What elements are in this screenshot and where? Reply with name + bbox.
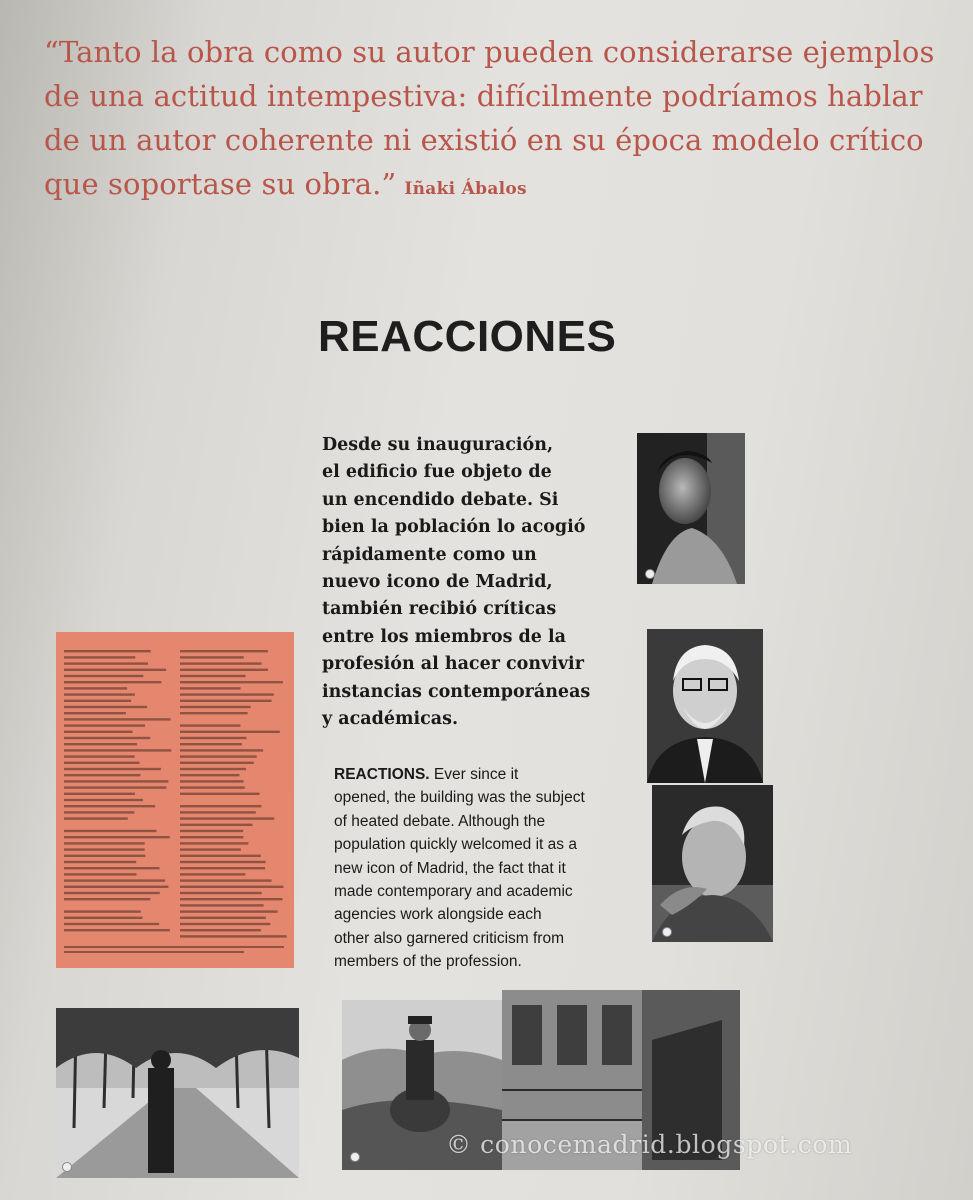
footnote-line <box>64 731 133 733</box>
footnote-line <box>180 755 257 757</box>
spanish-line: un encendido debate. Si <box>322 489 559 510</box>
footnote-line <box>64 669 166 671</box>
footnote-line <box>180 842 248 844</box>
quote-line: de un autor coherente ni existió en su época modelo crítico <box>44 123 924 157</box>
footnote-line <box>180 873 245 875</box>
footnote-line <box>64 743 137 745</box>
footnote-line <box>64 681 161 683</box>
footnote-line <box>180 898 282 900</box>
footnote-line <box>180 681 283 683</box>
footnote-line <box>64 700 131 702</box>
footnote-line <box>64 811 134 813</box>
footnote-line <box>64 917 143 919</box>
street-photo <box>56 1008 299 1178</box>
footnote-line <box>180 855 261 857</box>
footnote-line <box>180 935 287 937</box>
footnote-line <box>180 836 243 838</box>
footnote-line <box>64 662 148 664</box>
footnotes-texture <box>64 646 289 956</box>
photo-number-badge <box>62 1162 72 1172</box>
footnote-line <box>64 793 135 795</box>
footnote-line <box>64 693 135 695</box>
footnote-line <box>64 786 166 788</box>
footnote-line <box>64 879 165 881</box>
footnote-line <box>64 848 145 850</box>
footnote-line <box>64 892 160 894</box>
footnote-line <box>180 923 270 925</box>
footnote-line <box>64 712 126 714</box>
spanish-line: Desde su inauguración, <box>322 435 554 455</box>
footnote-line <box>180 650 268 652</box>
footnote-line <box>180 929 261 931</box>
footnote-line <box>180 731 280 733</box>
photo-number-badge <box>662 927 672 937</box>
quote-line-text: que soportase su obra.” <box>44 167 397 201</box>
english-line: population quickly welcomed it as a <box>334 836 577 854</box>
footnote-line <box>180 656 244 658</box>
footnote-line <box>64 898 150 900</box>
english-paragraph <box>334 763 634 974</box>
footnote-line <box>180 830 243 832</box>
footnote-line <box>180 743 242 745</box>
quote-line: “Tanto la obra como su autor pueden considerarse ejemplos <box>44 35 935 69</box>
spanish-line: entre los miembros de la <box>322 626 566 647</box>
footnote-line <box>180 762 254 764</box>
footnote-line <box>64 737 150 739</box>
footnote-line <box>180 811 256 813</box>
footnote-line <box>64 836 170 838</box>
spanish-line: profesión al hacer convivir <box>322 654 584 675</box>
english-line: of heated debate. Although the <box>334 812 546 830</box>
footnote-line <box>64 768 161 770</box>
footnote-line <box>64 749 171 751</box>
footnote-line <box>64 923 159 925</box>
footnote-line <box>64 861 136 863</box>
english-line: members of the profession. <box>334 953 522 971</box>
footnote-line <box>180 768 246 770</box>
footnote-line <box>64 946 284 948</box>
footnote-line <box>180 687 241 689</box>
footnote-line <box>64 805 155 807</box>
footnote-line <box>64 718 171 720</box>
footnote-line <box>180 749 263 751</box>
english-line-text: Ever since it <box>429 766 519 783</box>
footnote-line <box>64 817 128 819</box>
footnote-line <box>180 892 262 894</box>
footnote-line <box>180 848 241 850</box>
footnote-line <box>180 786 245 788</box>
footnote-line <box>180 675 245 677</box>
footnote-line <box>180 662 262 664</box>
spanish-line: bien la población lo acogió <box>322 517 586 538</box>
photo-number-badge <box>350 1152 360 1162</box>
quote-author: Iñaki Ábalos <box>404 179 527 199</box>
footnote-line <box>64 867 160 869</box>
footnote-line <box>64 755 135 757</box>
footnote-line <box>180 824 252 826</box>
portrait-photo-3 <box>652 785 773 942</box>
footnote-line <box>180 693 274 695</box>
footnote-line <box>180 910 278 912</box>
spanish-line: nuevo icono de Madrid, <box>322 572 553 593</box>
footnote-line <box>64 780 168 782</box>
footnote-line <box>64 656 135 658</box>
footnote-line <box>64 873 137 875</box>
footnote-line <box>180 793 260 795</box>
photo-number-badge <box>645 569 655 579</box>
quote-line: de una actitud intempestiva: difícilmente podríamos hablar <box>44 79 923 113</box>
english-line: opened, the building was the subject <box>334 789 585 807</box>
footnote-line <box>180 805 261 807</box>
footnotes-panel <box>56 632 294 968</box>
footnote-line <box>180 917 266 919</box>
english-line <box>334 763 634 786</box>
english-line: new icon of Madrid, the fact that it <box>334 859 566 877</box>
portrait-photo-1 <box>637 433 745 584</box>
footnote-line <box>180 886 283 888</box>
spanish-line: y académicas. <box>322 709 459 730</box>
footnote-line <box>64 762 139 764</box>
footnote-line <box>180 879 272 881</box>
footnote-line <box>64 855 145 857</box>
footnote-line <box>64 650 151 652</box>
footnote-line <box>64 929 170 931</box>
footnote-line <box>180 861 266 863</box>
portrait-photo-2 <box>647 629 763 783</box>
footnote-line <box>180 724 240 726</box>
footnote-line <box>64 886 168 888</box>
quote-line <box>44 162 964 211</box>
footnote-line <box>180 774 239 776</box>
footnote-line <box>64 910 141 912</box>
spanish-line: instancias contemporáneas <box>322 681 591 702</box>
spanish-line: también recibió críticas <box>322 599 557 620</box>
footnote-line <box>64 774 140 776</box>
footnote-line <box>180 712 248 714</box>
english-line: made contemporary and academic <box>334 883 573 901</box>
footnote-line <box>180 706 251 708</box>
spanish-paragraph <box>322 432 642 733</box>
footnote-line <box>64 724 145 726</box>
footnote-line <box>180 700 271 702</box>
footnote-line <box>64 706 147 708</box>
footnote-line <box>64 799 143 801</box>
footnote-line <box>180 817 274 819</box>
footnote-line <box>64 951 244 953</box>
watermark-text: © conocemadrid.blogspot.com <box>446 1130 853 1159</box>
header-quote <box>44 30 964 211</box>
footnote-line <box>180 904 264 906</box>
section-title: REACCIONES <box>318 312 617 361</box>
footnote-line <box>180 669 268 671</box>
footnote-line <box>180 780 244 782</box>
english-heading: REACTIONS. <box>334 766 430 783</box>
footnote-line <box>64 830 156 832</box>
english-line: agencies work alongside each <box>334 906 542 924</box>
footnote-line <box>180 867 265 869</box>
footnote-line <box>64 842 145 844</box>
english-line: other also garnered criticism from <box>334 929 564 947</box>
footnote-line <box>64 675 143 677</box>
footnote-line <box>180 737 246 739</box>
spanish-line: el edificio fue objeto de <box>322 462 552 483</box>
spanish-line: rápidamente como un <box>322 544 537 565</box>
footnote-line <box>64 687 127 689</box>
